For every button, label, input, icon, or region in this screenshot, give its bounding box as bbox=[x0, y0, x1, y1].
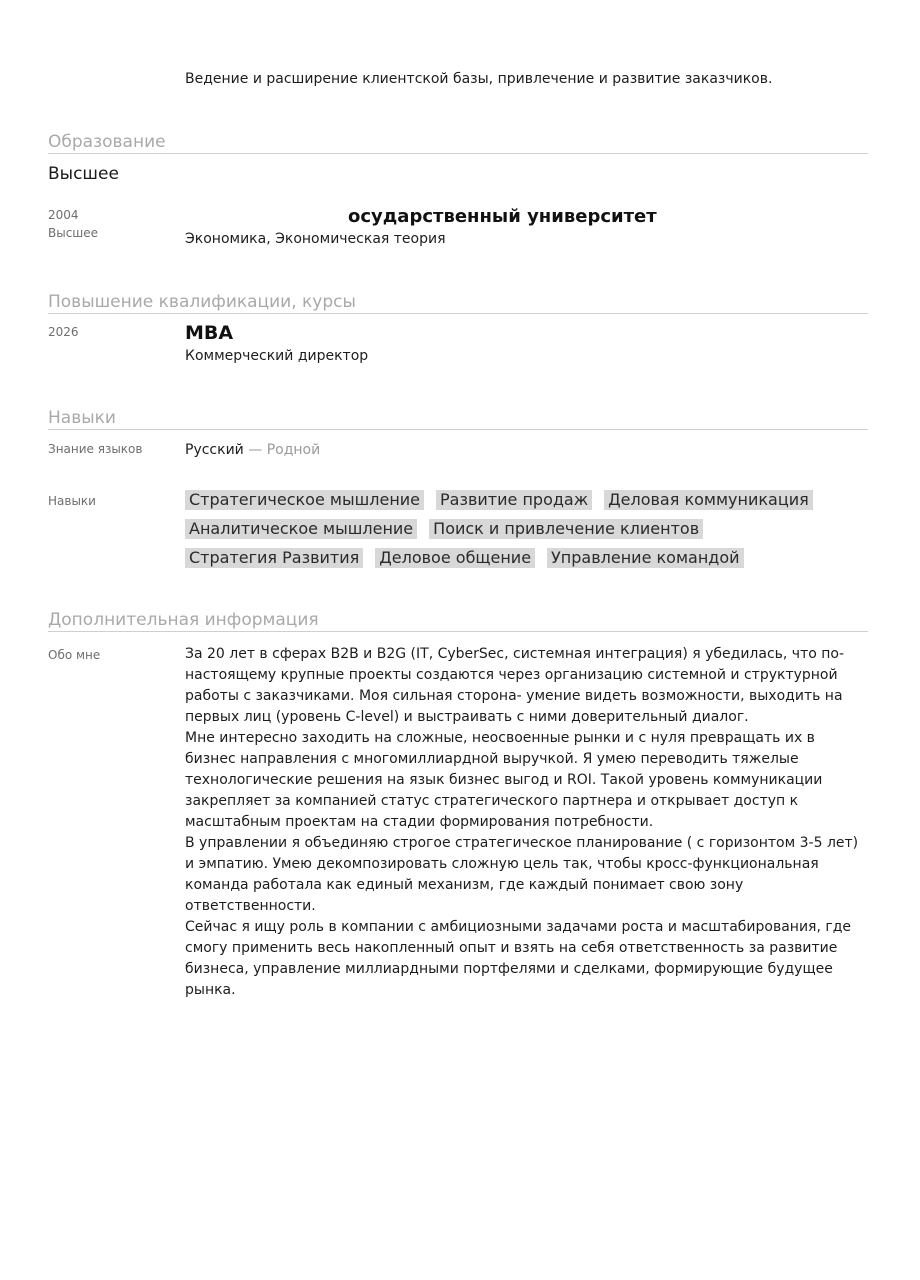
additional-info-heading: Дополнительная информация bbox=[48, 610, 868, 632]
skill-tag: Поиск и привлечение клиентов bbox=[429, 519, 703, 539]
courses-heading: Повышение квалификации, курсы bbox=[48, 292, 868, 314]
skill-tag: Деловая коммуникация bbox=[604, 490, 813, 510]
education-entry-meta bbox=[48, 206, 98, 242]
education-year: 2004 bbox=[48, 208, 79, 222]
skill-tag: Развитие продаж bbox=[436, 490, 592, 510]
education-level: Высшее bbox=[48, 164, 119, 184]
language-level: Родной bbox=[266, 442, 321, 458]
language-name: Русский bbox=[185, 442, 244, 458]
skill-tag: Деловое общение bbox=[375, 548, 535, 568]
about-text bbox=[185, 644, 865, 1001]
skill-row bbox=[185, 519, 825, 539]
skill-tag: Стратегия Развития bbox=[185, 548, 363, 568]
skill-row bbox=[185, 490, 825, 510]
about-paragraph: Сейчас я ищу роль в компании с амбициозными задачами роста и масштабирования, где смогу применить весь накопленный опыт и взять на себя ответственность за развитие бизнеса, управление миллиардными портфелями и сделками, формирующие будущее рынка. bbox=[185, 919, 852, 998]
skill-tag: Управление командой bbox=[547, 548, 744, 568]
skill-row bbox=[185, 548, 825, 568]
about-paragraph: В управлении я объединяю строгое стратегическое планирование ( с горизонтом 3-5 лет) и эмпатию. Умею декомпозировать сложную цель так, чтобы кросс-функциональная команда работала как единый механизм, где каждый понимает свою зону ответственности. bbox=[185, 835, 859, 914]
language-entry bbox=[185, 442, 320, 458]
experience-description-tail: Ведение и расширение клиентской базы, привлечение и развитие заказчиков. bbox=[185, 71, 773, 87]
skill-tags bbox=[185, 490, 825, 577]
skill-tag: Стратегическое мышление bbox=[185, 490, 424, 510]
languages-label: Знание языков bbox=[48, 442, 143, 456]
course-title: MBA bbox=[185, 322, 234, 344]
about-paragraph: Мне интересно заходить на сложные, неосвоенные рынки и с нуля превращать их в бизнес направления с многомиллиардной выручкой. Я умею переводить тяжелые технологические решения на язык бизнес выгод и ROI. Такой уровень коммуникации закрепляет за компанией статус стратегического партнера и открывает доступ к масштабным проектам на стадии формирования потребности. bbox=[185, 730, 823, 830]
course-organization: Коммерческий директор bbox=[185, 348, 369, 364]
university-specialty: Экономика, Экономическая теория bbox=[185, 231, 446, 247]
education-degree: Высшее bbox=[48, 226, 99, 240]
course-year: 2026 bbox=[48, 325, 79, 339]
education-heading: Образование bbox=[48, 132, 868, 154]
skill-tag: Аналитическое мышление bbox=[185, 519, 417, 539]
skills-label: Навыки bbox=[48, 494, 96, 508]
university-name: осударственный университет bbox=[348, 206, 657, 227]
about-label: Обо мне bbox=[48, 648, 101, 662]
language-separator: — bbox=[248, 442, 263, 458]
skills-heading: Навыки bbox=[48, 408, 868, 430]
about-paragraph: За 20 лет в сферах B2B и B2G (IT, CyberSec, системная интеграция) я убедилась, что по-настоящему крупные проекты создаются через организацию системной и структурной работы с заказчиками. Моя сильная сторона- умение видеть возможности, выходить на первых лиц (уровень C-level) и выстраивать с ними доверительный диалог. bbox=[185, 646, 845, 725]
